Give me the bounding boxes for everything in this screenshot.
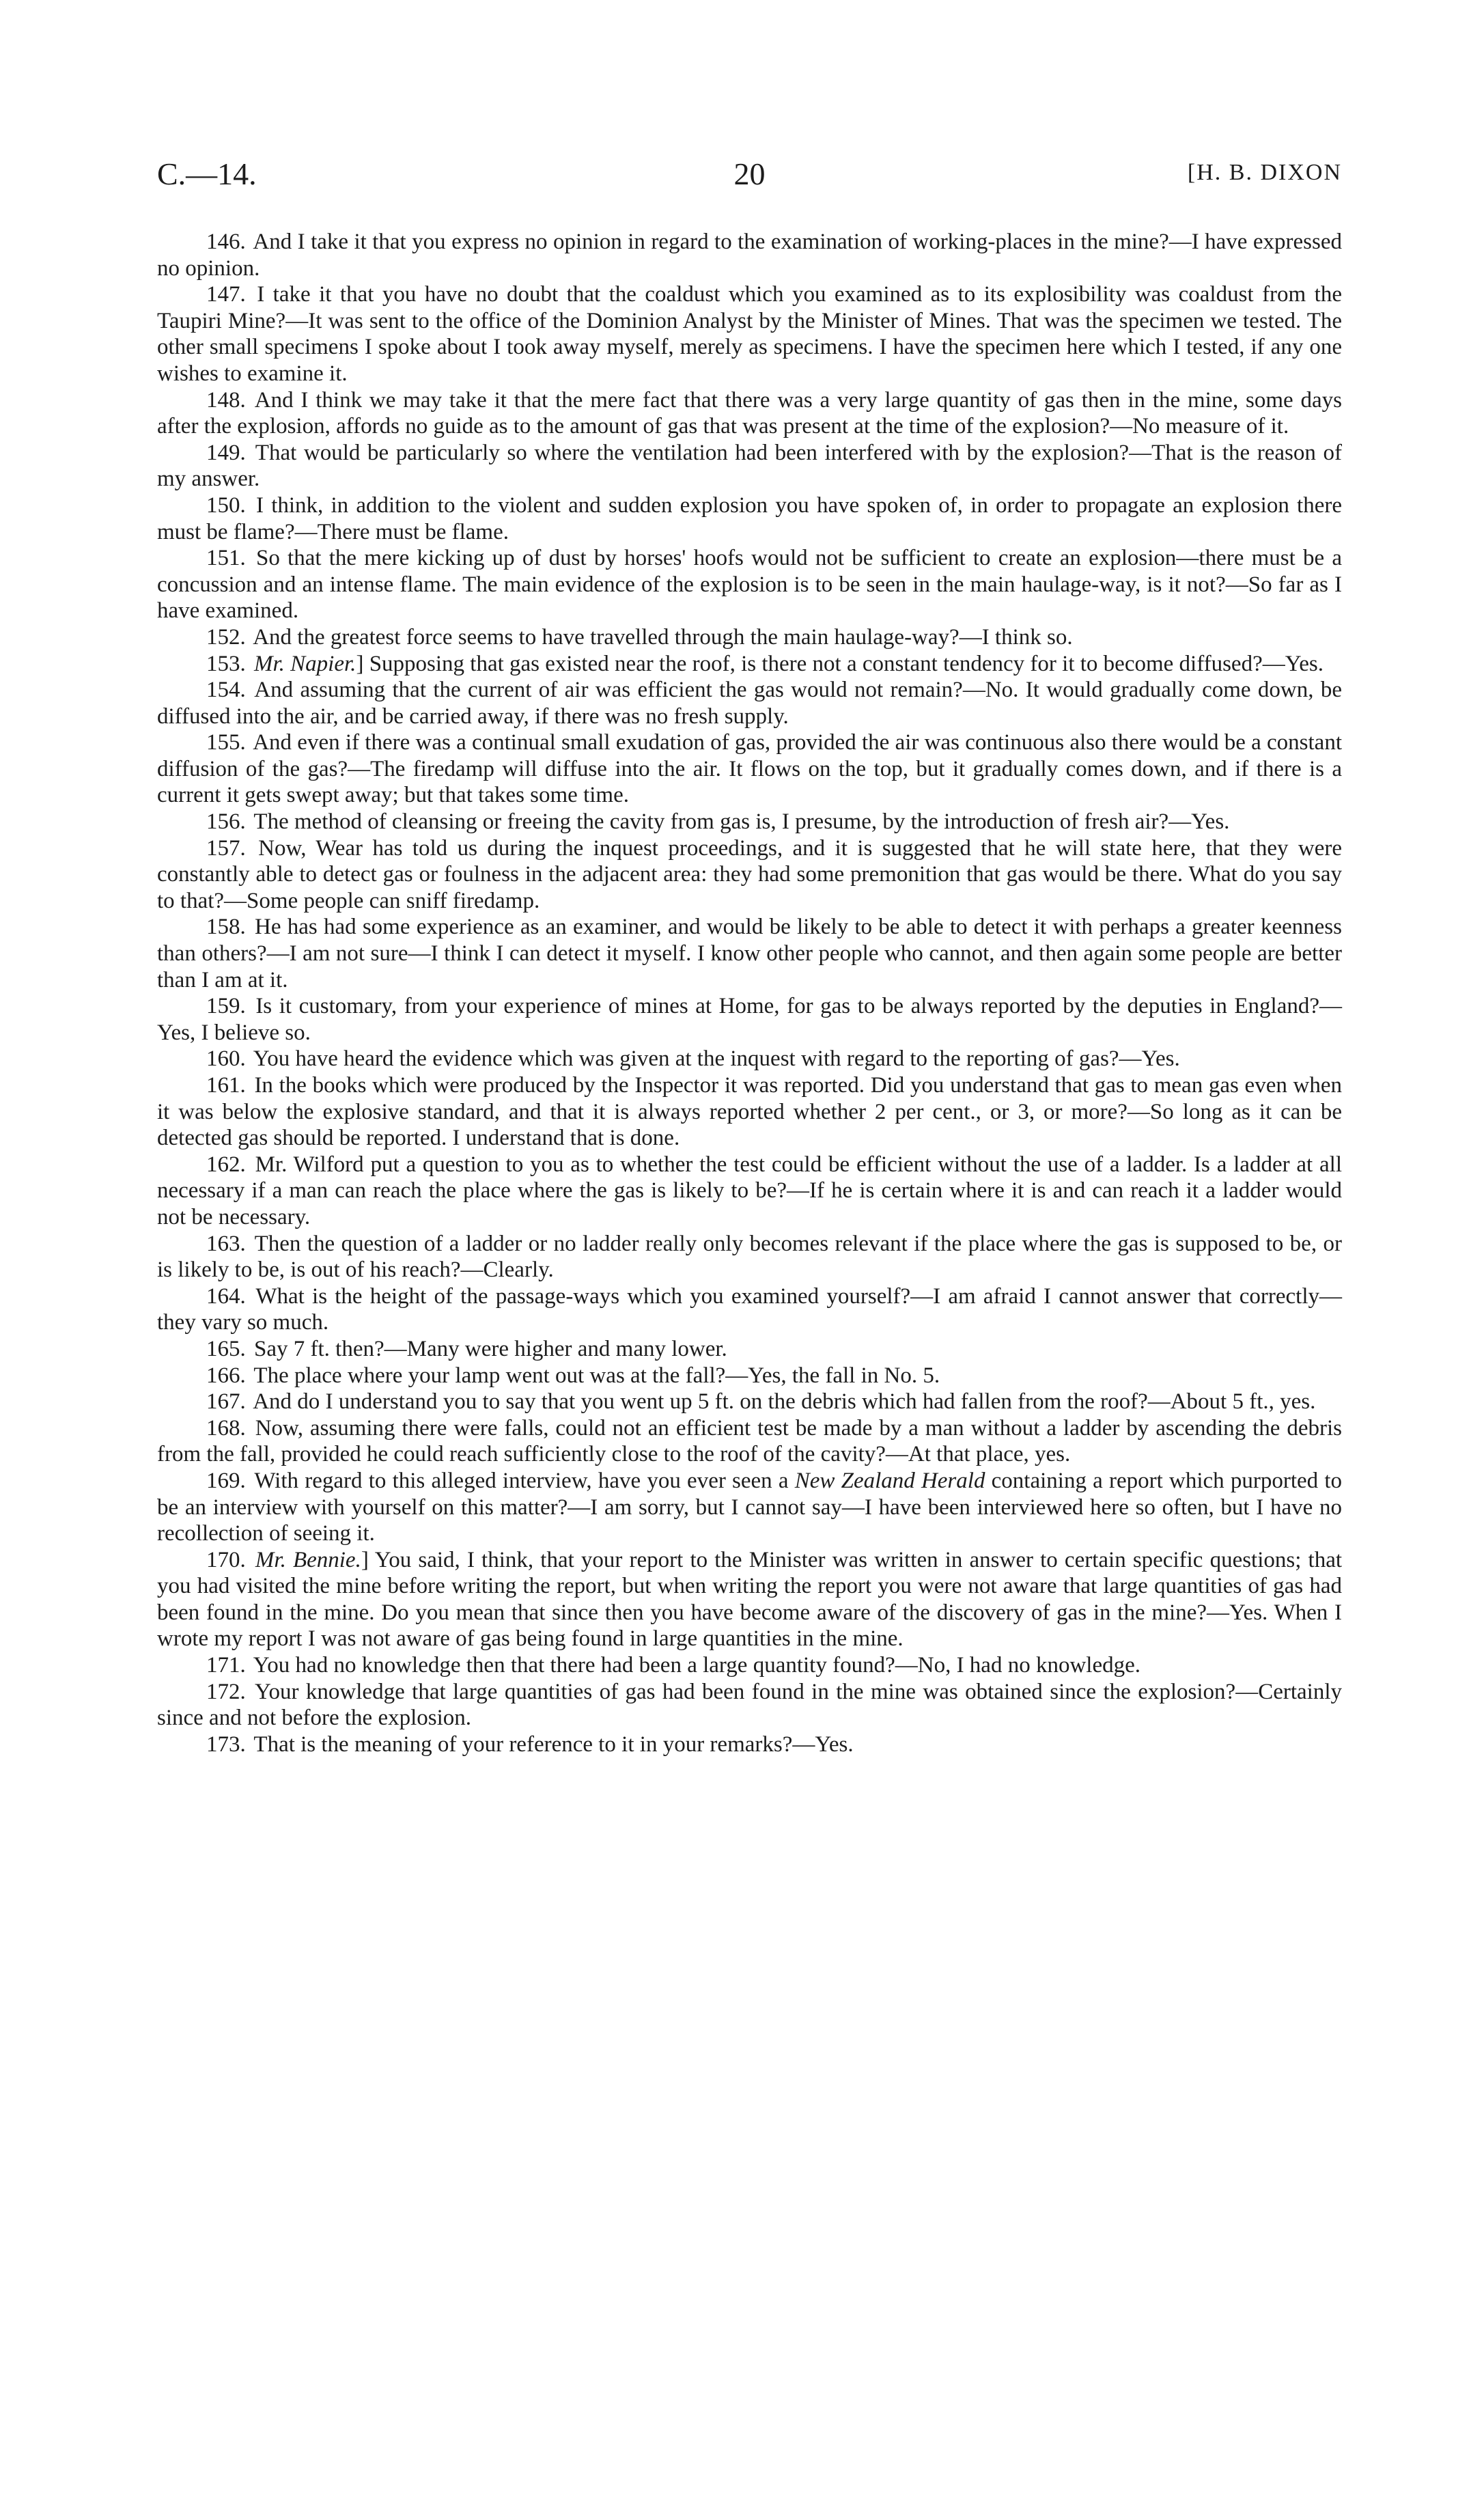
question-answer-text: You have heard the evidence which was given at the inquest with regard to the reporting of gas?—Yes. xyxy=(253,1046,1180,1072)
question-paragraph xyxy=(157,1283,1342,1336)
question-paragraph xyxy=(157,1652,1342,1679)
question-paragraph xyxy=(157,1679,1342,1732)
question-number: 147. xyxy=(206,282,246,307)
question-answer-text: And do I understand you to say that you went up 5 ft. on the debris which had fallen from the roof?—About 5 ft., yes. xyxy=(253,1389,1316,1415)
question-number: 150. xyxy=(206,492,246,518)
question-answer-text: You had no knowledge then that there had been a large quantity found?—No, I had no knowledge. xyxy=(253,1653,1140,1678)
question-number: 154. xyxy=(206,678,246,703)
question-number: 146. xyxy=(206,230,246,254)
question-answer-text: Say 7 ft. then?—Many were higher and many lower. xyxy=(254,1336,727,1361)
question-number: 164. xyxy=(206,1283,246,1309)
question-number: 171. xyxy=(206,1653,246,1678)
question-number: 172. xyxy=(206,1679,246,1704)
question-paragraph xyxy=(157,1231,1342,1283)
question-paragraph xyxy=(157,1046,1342,1072)
question-answer-text: That is the meaning of your reference to it in your remarks?—Yes. xyxy=(253,1732,854,1757)
question-paragraph: 153. Mr. Napier.] Supposing that gas existed near the roof, is there not a constant tendency for it to become diffused?—Yes. xyxy=(206,651,1324,676)
question-number: 151. xyxy=(206,546,246,571)
page-number: 20 xyxy=(733,156,766,191)
question-number: 167. xyxy=(206,1389,246,1415)
question-number: 159. xyxy=(206,994,246,1019)
question-answer-text: Now, assuming there were falls, could not an efficient test be made by a man without a ladder by ascending the debris from the fall, provided he could reach sufficiently close to the roof of the cavity?—At that place, yes. xyxy=(157,1415,1343,1467)
question-paragraph xyxy=(157,729,1342,809)
evidence-transcript xyxy=(157,229,1342,1757)
question-number: 170. xyxy=(206,1547,246,1572)
question-paragraph xyxy=(157,1152,1342,1231)
question-paragraph: 170. Mr. Bennie.] You said, I think, that your report to the Minister was written in answer to certain specific questions; that you had visited the mine before writing the report, but when writing the report you were not aware that large quantities of gas had been found in the mine. Do you mean that since then you have become aware of the discovery of gas in the mine?—Yes. When I wrote my report I was not aware of gas being found in large quantities in the mine. xyxy=(157,1547,1343,1652)
question-answer-text: Then the question of a ladder or no ladder really only becomes relevant if the place where the gas is supposed to be, or is likely to be, is out of his reach?—Clearly. xyxy=(157,1231,1342,1283)
question-answer-text: And even if there was a continual small exudation of gas, provided the air was continuous also there would be a constant diffusion of the gas?—The firedamp will diffuse into the air. It flows on the top, but it gradually comes down, and if there is a current it gets swept away; but that takes some time. xyxy=(157,730,1342,808)
question-paragraph xyxy=(157,229,1342,281)
question-number: 165. xyxy=(206,1336,246,1361)
question-number: 169. xyxy=(206,1468,246,1493)
question-paragraph xyxy=(157,492,1342,545)
question-paragraph xyxy=(157,835,1342,915)
question-answer-text: And the greatest force seems to have travelled through the main haulage-way?—I think so. xyxy=(253,624,1073,650)
question-number: 148. xyxy=(206,387,246,413)
question-number: 161. xyxy=(206,1073,246,1098)
question-answer-text: That would be particularly so where the ventilation had been interfered with by the explosion?—That is the reason of my answer. xyxy=(157,440,1343,492)
question-answer-text: I take it that you have no doubt that the coaldust which you examined as to its explosibility was coaldust from the Taupiri Mine?—It was sent to the office of the Dominion Analyst by the Minister of Mines. That was the specimen we tested. The other small specimens I spoke about I took away myself, merely as specimens. I have the specimen here which I tested, if any one wishes to examine it. xyxy=(157,282,1342,386)
question-answer-text: He has had some experience as an examiner, and would be likely to be able to detect it with perhaps a greater keenness than others?—I am not sure—I think I can detect it myself. I know other people who cannot, and then again some people are better than I am at it. xyxy=(157,915,1342,992)
question-paragraph xyxy=(157,1732,1342,1758)
question-paragraph xyxy=(157,387,1342,440)
question-number: 156. xyxy=(206,809,246,835)
witness-name: [H. B. DIXON xyxy=(1187,160,1342,185)
question-paragraph xyxy=(157,440,1342,492)
question-paragraph xyxy=(157,1363,1342,1389)
page-header xyxy=(157,156,1342,204)
question-number: 162. xyxy=(206,1152,246,1177)
question-number: 157. xyxy=(206,835,246,861)
question-answer-text: Now, Wear has told us during the inquest proceedings, and it is suggested that he will state here, that they were constantly able to detect gas or foulness in the adjacent area: they had some premonition that gas would be there. What do you say to that?—Some people can sniff firedamp. xyxy=(157,835,1343,913)
question-number: 158. xyxy=(206,915,246,940)
question-number: 155. xyxy=(206,730,246,755)
speaker-name: Mr. Bennie. xyxy=(255,1547,361,1572)
question-answer-text: Is it customary, from your experience of mines at Home, for gas to be always reported by the deputies in England?—Yes, I believe so. xyxy=(157,994,1343,1045)
question-paragraph xyxy=(157,914,1342,993)
question-paragraph xyxy=(157,1468,1342,1547)
question-number: 152. xyxy=(206,624,246,650)
question-answer-text: What is the height of the passage-ways which you examined yourself?—I am afraid I cannot answer that correctly—they vary so much. xyxy=(157,1283,1343,1335)
question-answer-text: The method of cleansing or freeing the cavity from gas is, I presume, by the introduction of fresh air?—Yes. xyxy=(253,809,1230,835)
document-reference: C.—14. xyxy=(157,156,257,191)
question-number: 173. xyxy=(206,1732,246,1757)
question-answer-text: I think, in addition to the violent and sudden explosion you have spoken of, in order to propagate an explosion there must be flame?—There must be flame. xyxy=(157,492,1342,544)
newspaper-title: New Zealand Herald xyxy=(794,1468,985,1493)
question-paragraph xyxy=(157,624,1342,651)
question-answer-text: Mr. Wilford put a question to you as to whether the test could be efficient without the use of a ladder. Is a ladder at all necessary if a man can reach the place where the gas is likely to be?—If he is certain where it is and can reach it a ladder would not be necessary. xyxy=(157,1152,1342,1229)
question-number: 168. xyxy=(206,1415,246,1441)
question-number: 160. xyxy=(206,1046,246,1072)
question-number: 166. xyxy=(206,1363,246,1388)
question-answer-text: The place where your lamp went out was at the fall?—Yes, the fall in No. 5. xyxy=(253,1363,940,1388)
question-paragraph xyxy=(157,1336,1342,1363)
question-answer-text: So that the mere kicking up of dust by horses' hoofs would not be sufficient to create an explosion—there must be a concussion and an intense flame. The main evidence of the explosion is to be seen in the main haulage-way, is it not?—So far as I have examined. xyxy=(157,546,1343,624)
question-paragraph xyxy=(157,677,1342,729)
question-paragraph xyxy=(157,993,1342,1046)
question-number: 149. xyxy=(206,440,246,465)
question-number: 153. xyxy=(206,651,246,676)
speaker-name: Mr. Napier. xyxy=(254,651,356,676)
question-answer-text: With regard to this alleged interview, have you ever seen a New Zealand Herald containing a report which purported to be an interview with yourself on this matter?—I am sorry, but I cannot say—I have been interviewed here so often, but I have no recollection of seeing it. xyxy=(157,1468,1343,1546)
question-answer-text: And I take it that you express no opinion in regard to the examination of working-places in the mine?—I have expressed no opinion. xyxy=(157,230,1342,281)
question-answer-text: And assuming that the current of air was efficient the gas would not remain?—No. It would gradually come down, be diffused into the air, and be carried away, if there was no fresh supply. xyxy=(157,678,1342,729)
question-paragraph xyxy=(157,1072,1342,1152)
question-number: 163. xyxy=(206,1231,246,1256)
question-answer-text: In the books which were produced by the Inspector it was reported. Did you understand that gas to mean gas even when it was below the explosive standard, and that it is always reported whether 2 per cent., or 3, or more?—So long as it can be detected gas should be reported. I understand that is done. xyxy=(157,1073,1342,1151)
question-paragraph xyxy=(157,1389,1342,1415)
question-answer-text: Your knowledge that large quantities of gas had been found in the mine was obtained since the explosion?—Certainly since and not before the explosion. xyxy=(157,1679,1342,1731)
question-paragraph xyxy=(157,281,1342,387)
question-answer-text: And I think we may take it that the mere fact that there was a very large quantity of gas then in the mine, some days after the explosion, affords no guide as to the amount of gas that was present at the time of the explosion?—No measure of it. xyxy=(157,387,1342,439)
question-answer-text: You said, I think, that your report to the Minister was written in answer to certain specific questions; that you had visited the mine before writing the report, but when writing the report you were not aware that large quantities of gas had been found in the mine. Do you mean that since then you have become aware of the discovery of gas in the mine?—Yes. When I wrote my report I was not aware of gas being found in large quantities in the mine. xyxy=(157,1547,1343,1652)
question-paragraph xyxy=(157,1415,1342,1468)
question-paragraph xyxy=(157,545,1342,624)
question-answer-text: Supposing that gas existed near the roof, is there not a constant tendency for it to become diffused?—Yes. xyxy=(369,651,1324,676)
question-paragraph xyxy=(157,809,1342,835)
